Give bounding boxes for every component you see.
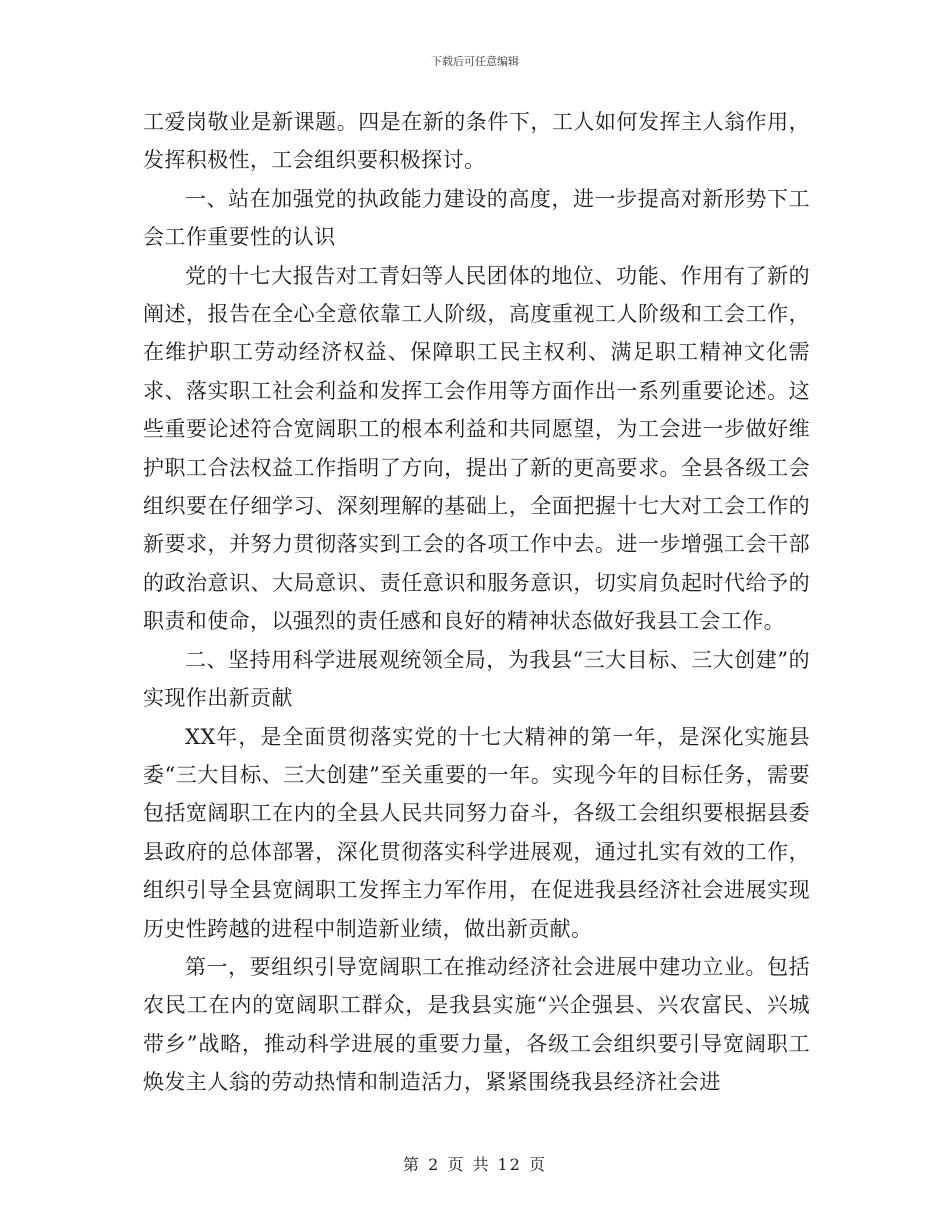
section-heading: 一、站在加强党的执政能力建设的高度，进一步提高对新形势下工会工作重要性的认识 bbox=[143, 186, 810, 250]
header-note: 下载后可任意编辑 bbox=[431, 55, 519, 68]
body-paragraph: XX年，是全面贯彻落实党的十七大精神的第一年，是深化实施县委“三大目标、三大创建”至关重要的一年。实现今年的目标任务，需要包括宽阔职工在内的全县人民共同努力奋斗，各级工会组织要根据县委县政府的总体部署，深化贯彻落实科学进展观，通过扎实有效的工作，组织引导全县宽阔职工发挥主力军作用，在促进我县经济社会进展实现历史性跨越的进程中制造新业绩，做出新贡献。 bbox=[143, 724, 810, 941]
body-paragraph: 工爱岗敬业是新课题。四是在新的条件下，工人如何发挥主人翁作用，发挥积极性，工会组织要积极探讨。 bbox=[143, 110, 810, 173]
document-body bbox=[143, 103, 810, 1102]
body-paragraph: 第一，要组织引导宽阔职工在推动经济社会进展中建功立业。包括农民工在内的宽阔职工群众，是我县实施“兴企强县、兴农富民、兴城带乡”战略，推动科学进展的重要力量，各级工会组织要引导宽阔职工焕发主人翁的劳动热情和制造活力，紧紧围绕我县经济社会进 bbox=[143, 954, 810, 1095]
body-paragraph: 党的十七大报告对工青妇等人民团体的地位、功能、作用有了新的阐述，报告在全心全意依靠工人阶级，高度重视工人阶级和工会工作，在维护职工劳动经济权益、保障职工民主权利、满足职工精神文化需求、落实职工社会利益和发挥工会作用等方面作出一系列重要论述。这些重要论述符合宽阔职工的根本利益和共同愿望，为工会进一步做好维护职工合法权益工作指明了方向，提出了新的更高要求。全县各级工会组织要在仔细学习、深刻理解的基础上，全面把握十七大对工会工作的新要求，并努力贯彻落实到工会的各项工作中去。进一步增强工会干部的政治意识、大局意识、责任意识和服务意识，切实肩负起时代给予的职责和使命，以强烈的责任感和良好的精神状态做好我县工会工作。 bbox=[143, 263, 810, 634]
page-number-footer: 第 2 页 共 12 页 bbox=[403, 1155, 547, 1174]
section-heading: 二、坚持用科学进展观统领全局，为我县“三大目标、三大创建”的实现作出新贡献 bbox=[143, 647, 810, 711]
